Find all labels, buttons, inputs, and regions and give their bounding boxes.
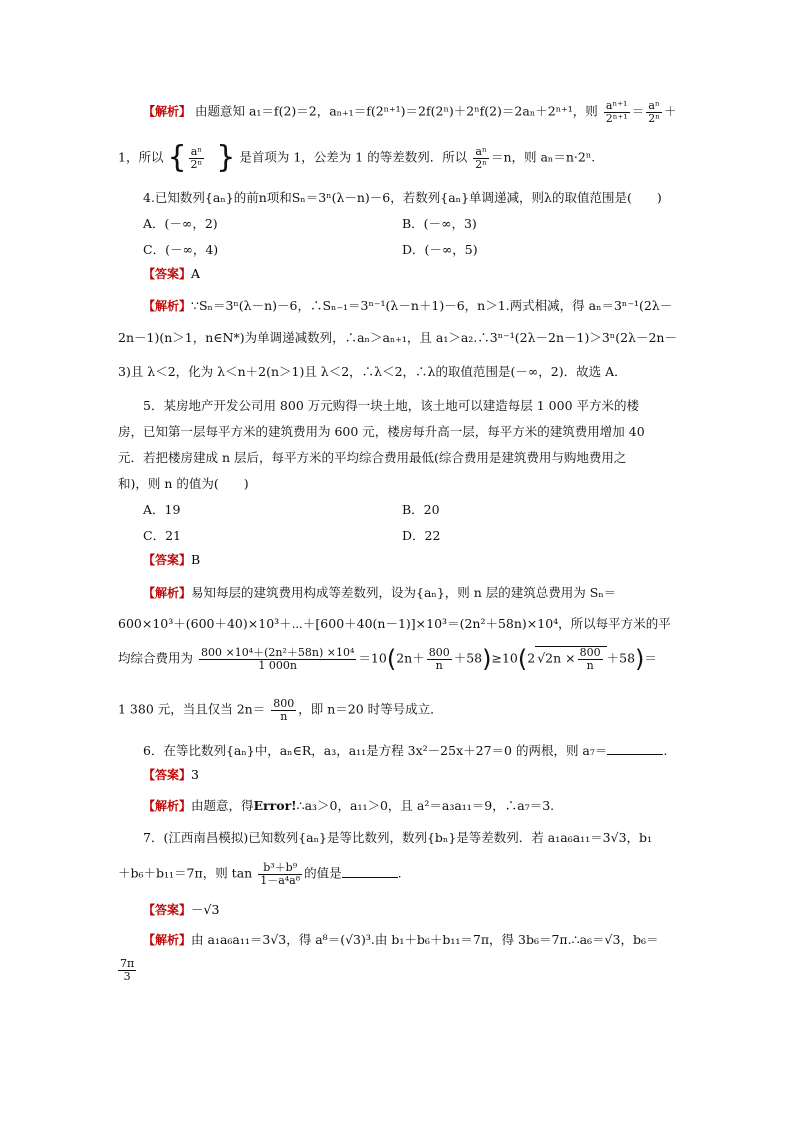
fraction: $\frac{7\pi}{3}$ xyxy=(120,957,135,983)
option-d: D．22 xyxy=(402,528,441,543)
solution-line: 【解析】易知每层的建筑费用构成等差数列，设为{aₙ}，则 n 层的建筑总费用为 Sₙ＝ xyxy=(143,585,617,600)
question-7-stem: ＋b₆＋b₁₁＝7π，则 tan $\frac{\text{b³＋b⁹}}{\text{1－a⁴a⁸}}$ 的值是 . xyxy=(118,861,402,887)
answer-blank xyxy=(342,865,398,878)
option-a: A．(－∞，2) xyxy=(143,216,218,231)
right-brace: } xyxy=(216,140,236,175)
fraction: $\frac{800}{n}$ xyxy=(428,646,450,672)
sqrt-expression: √2n × $\frac{800}{n}$ xyxy=(535,646,606,671)
question-5-stem: 和)，则 n 的值为( ) xyxy=(118,476,249,491)
solution-line: 600×10³＋(600＋40)×10³＋⋯＋[600＋40(n－1)]×10³＝(2n²＋58n)×10⁴，所以每平方米的平 xyxy=(118,616,671,631)
question-7-stem: 7．(江西南昌模拟)已知数列{aₙ}是等比数列，数列{bₙ}是等差数列．若 a₁a₆a₁₁＝3√3，b₁ xyxy=(143,830,653,845)
solution-tag: 【解析】 xyxy=(143,299,192,313)
solution-line: 1，所以 { $\frac{\text{aⁿ}}{\text{2ⁿ}}$ } 是首项为 1，公差为 1 的等差数列．所以 $\frac{\text{aⁿ}}{\text{2ⁿ}}$ ＝n，则 aₙ＝n·2ⁿ. xyxy=(118,140,596,175)
fraction: $\frac{800}{n}$ xyxy=(579,646,601,672)
solution-line: 【解析】∵Sₙ＝3ⁿ(λ－n)－6，∴Sₙ₋₁＝3ⁿ⁻¹(λ－n＋1)－6，n＞1.两式相减，得 aₙ＝3ⁿ⁻¹(2λ－ xyxy=(143,298,673,313)
error-text: Error! xyxy=(253,798,297,813)
answer-value: A xyxy=(191,266,201,281)
fraction: $\frac{\text{aⁿ⁺¹}}{\text{2ⁿ⁺¹}}$ xyxy=(605,99,628,125)
solution-line: 2n－1)(n＞1，n∈N*)为单调递减数列，∴aₙ＞aₙ₊₁，且 a₁＞a₂.∴3ⁿ⁻¹(2λ－2n－1)＞3ⁿ(2λ－2n－ xyxy=(118,330,677,345)
answer-line xyxy=(143,900,219,918)
option-b: B．(－∞，3) xyxy=(402,216,477,231)
answer-line xyxy=(143,265,200,282)
solution-line: 【解析】由 a₁a₆a₁₁＝3√3，得 a⁸＝(√3)³.由 b₁＋b₆＋b₁₁＝7π，得 3b₆＝7π.∴a₆＝√3，b₆＝ xyxy=(143,932,659,947)
solution-tag: 【解析】 xyxy=(143,933,192,947)
question-5-stem: 5．某房地产开发公司用 800 万元购得一块土地，该土地可以建造每层 1 000 平方米的楼 xyxy=(143,398,639,413)
question-6-stem: 6．在等比数列{aₙ}中，aₙ∈R，a₃，a₁₁是方程 3x²－25x＋27＝0 的两根，则 a₇＝ . xyxy=(143,743,668,758)
solution-line: 【解析】由题意，得Error!∴a₃＞0，a₁₁＞0，且 a²＝a₃a₁₁＝9，∴a₇＝3. xyxy=(143,798,555,813)
solution-tag: 【解析】 xyxy=(143,586,192,600)
answer-value: －√3 xyxy=(191,902,220,917)
solution-line: 3)且 λ＜2，化为 λ＜n＋2(n＞1)且 λ＜2，∴λ＜2，∴λ的取值范围是(－∞，2)．故选 A． xyxy=(118,364,627,379)
question-4-stem: 4.已知数列{aₙ}的前n项和Sₙ＝3ⁿ(λ－n)－6，若数列{aₙ}单调递减，则λ的取值范围是( ) xyxy=(143,190,662,205)
answer-tag: 【答案】 xyxy=(143,768,192,782)
fraction: $\frac{\text{aⁿ}}{\text{2ⁿ}}$ xyxy=(648,99,660,125)
fraction: $\frac{\text{aⁿ}}{\text{2ⁿ}}$ xyxy=(475,144,487,171)
left-brace: { xyxy=(167,140,187,175)
option-a: A．19 xyxy=(143,502,181,517)
answer-value: 3 xyxy=(191,767,199,782)
solution-tag: 【解析】 xyxy=(143,104,192,119)
fraction: $\frac{\text{aⁿ}}{\text{2ⁿ}}$ xyxy=(190,144,203,171)
answer-line xyxy=(143,551,200,568)
option-c: C．(－∞，4) xyxy=(143,242,219,257)
answer-tag: 【答案】 xyxy=(143,267,192,281)
fraction: $\frac{\text{800 ×10⁴＋(2n²＋58n) ×10⁴}}{1 000n}$ xyxy=(201,646,355,672)
answer-blank xyxy=(607,742,663,755)
question-5-stem: 房，已知第一层每平方米的建筑费用为 600 元，楼房每升高一层，每平方米的建筑费用增加 40 xyxy=(118,424,645,439)
option-c: C．21 xyxy=(143,528,181,543)
solution-line: 【解析】 由题意知 a₁＝f(2)＝2，aₙ₊₁＝f(2ⁿ⁺¹)＝2f(2ⁿ)＋2ⁿf(2)＝2aₙ＋2ⁿ⁺¹，则 $\frac{\text{aⁿ⁺¹}}{\text{2ⁿ⁺¹}}$ ＝ $\frac{\text{aⁿ}}{\text{2ⁿ}}$ ＋ xyxy=(143,99,677,125)
question-5-stem: 元．若把楼房建成 n 层后，每平方米的平均综合费用最低(综合费用是建筑费用与购地费用之 xyxy=(118,450,627,465)
solution-line xyxy=(116,958,138,982)
option-b: B．20 xyxy=(402,502,440,517)
solution-line: 均综合费用为 $\frac{\text{800 ×10⁴＋(2n²＋58n) ×10⁴}}{1 000n}$ ＝10(2n＋ $\frac{800}{n}$ ＋58)≥10(2 √2n × $\frac{800}{n}$ ＋58)＝ xyxy=(118,645,657,674)
answer-tag: 【答案】 xyxy=(143,553,192,567)
solution-tag: 【解析】 xyxy=(143,799,192,813)
solution-text: 由题意知 a₁＝f(2)＝2，aₙ₊₁＝f(2ⁿ⁺¹)＝2f(2ⁿ)＋2ⁿf(2)＝2aₙ＋2ⁿ⁺¹，则 xyxy=(195,103,598,119)
fraction: $\frac{\text{b³＋b⁹}}{\text{1－a⁴a⁸}}$ xyxy=(260,861,301,887)
answer-tag: 【答案】 xyxy=(143,903,192,917)
fraction: $\frac{800}{n}$ xyxy=(273,697,295,723)
option-d: D．(－∞，5) xyxy=(402,242,478,257)
answer-value: B xyxy=(191,552,201,567)
solution-line: 1 380 元，当且仅当 2n＝ $\frac{800}{n}$ ，即 n＝20 时等号成立． xyxy=(118,697,443,723)
answer-line xyxy=(143,766,199,783)
